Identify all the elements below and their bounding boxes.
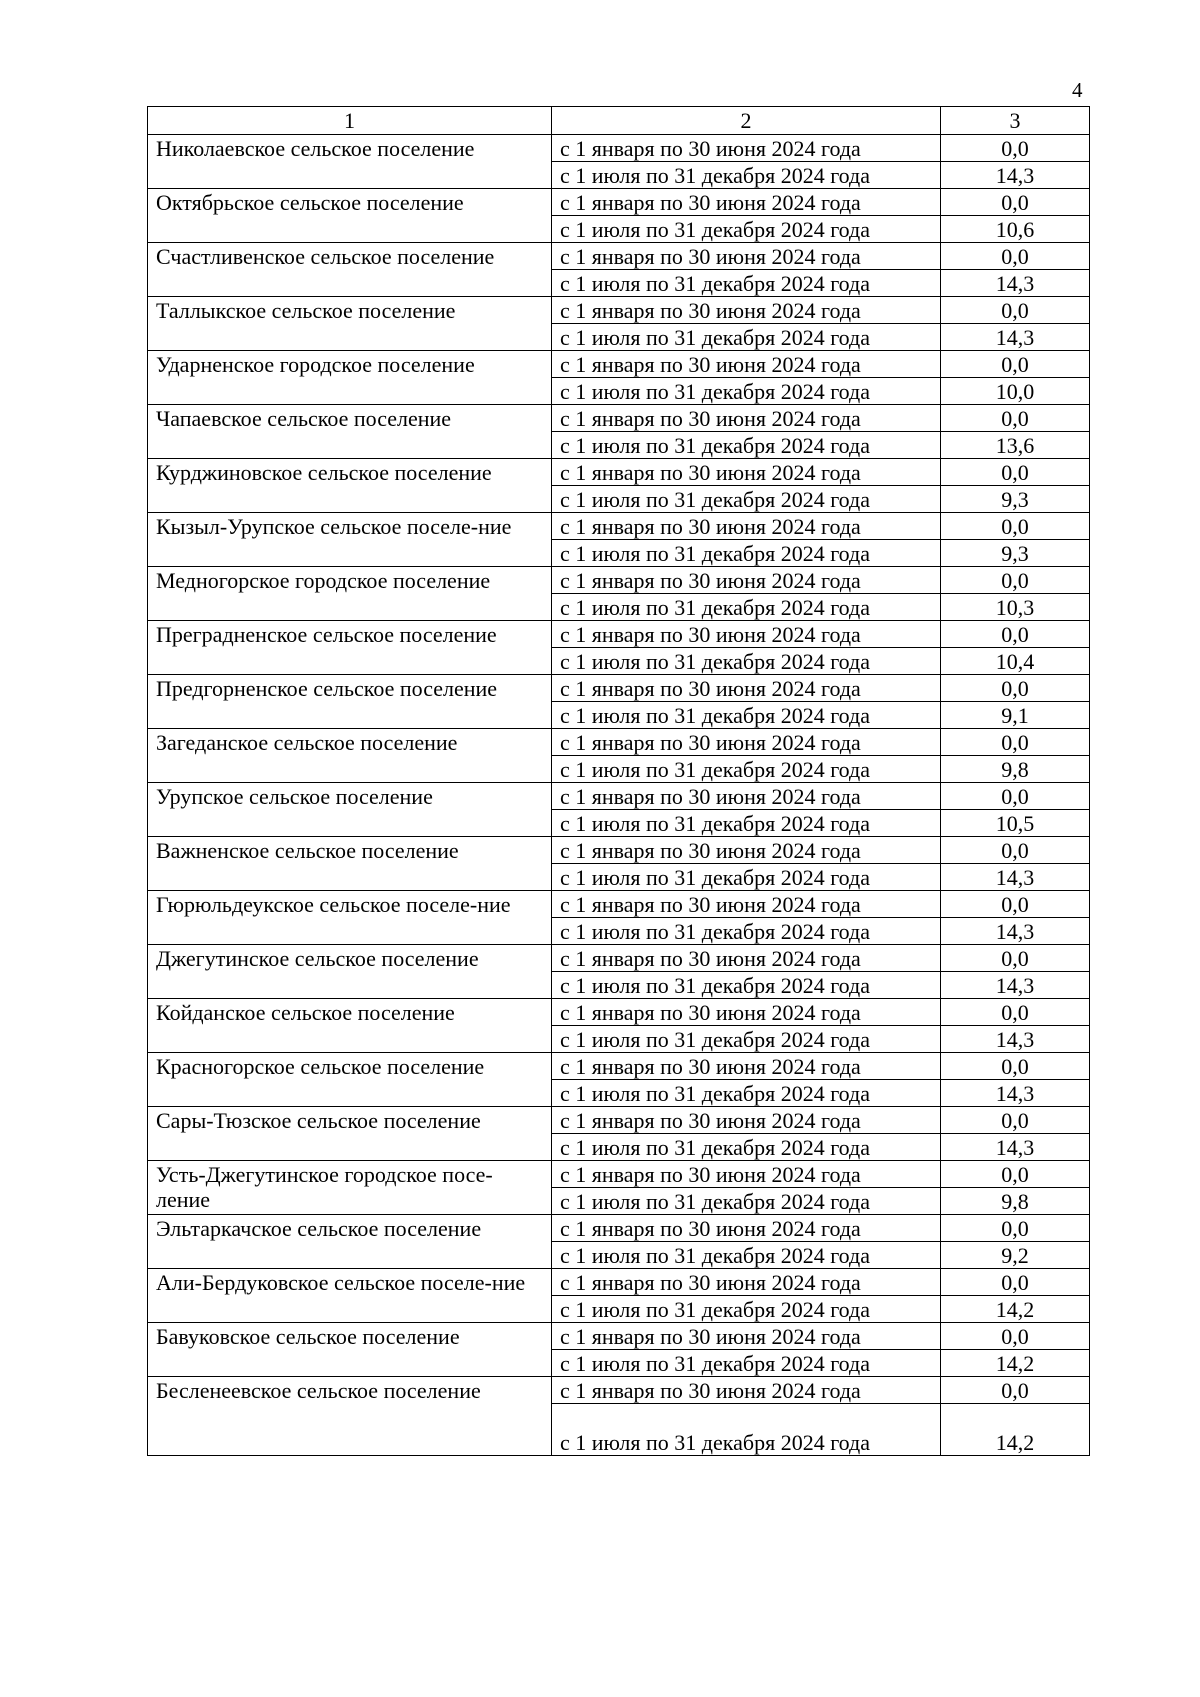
period-first-half: с 1 января по 30 июня 2024 года	[552, 1215, 941, 1242]
value-first-half: 0,0	[941, 1269, 1090, 1296]
period-first-half: с 1 января по 30 июня 2024 года	[552, 351, 941, 378]
header-row	[148, 107, 1090, 135]
value-second-half: 10,3	[941, 594, 1090, 621]
period-first-half: с 1 января по 30 июня 2024 года	[552, 1053, 941, 1080]
value-first-half: 0,0	[941, 1161, 1090, 1188]
period-second-half: с 1 июля по 31 декабря 2024 года	[552, 162, 941, 189]
value-second-half: 10,6	[941, 216, 1090, 243]
table-row	[148, 567, 1090, 594]
table-row	[148, 1269, 1090, 1296]
settlement-name: Джегутинское сельское поселение	[148, 945, 552, 999]
value-first-half: 0,0	[941, 189, 1090, 216]
period-second-half: с 1 июля по 31 декабря 2024 года	[552, 324, 941, 351]
value-first-half: 0,0	[941, 243, 1090, 270]
value-second-half: 9,8	[941, 1188, 1090, 1215]
period-second-half: с 1 июля по 31 декабря 2024 года	[552, 702, 941, 729]
period-second-half: с 1 июля по 31 декабря 2024 года	[552, 1296, 941, 1323]
table-row	[148, 837, 1090, 864]
value-second-half: 9,8	[941, 756, 1090, 783]
period-first-half: с 1 января по 30 июня 2024 года	[552, 405, 941, 432]
table-row	[148, 729, 1090, 756]
value-first-half: 0,0	[941, 1377, 1090, 1404]
value-second-half: 14,3	[941, 918, 1090, 945]
settlement-name: Сары-Тюзское сельское поселение	[148, 1107, 552, 1161]
value-first-half: 0,0	[941, 567, 1090, 594]
period-first-half: с 1 января по 30 июня 2024 года	[552, 945, 941, 972]
table-row	[148, 189, 1090, 216]
settlement-name: Курджиновское сельское поселение	[148, 459, 552, 513]
table-row	[148, 783, 1090, 810]
table-row	[148, 1323, 1090, 1350]
settlement-name: Койданское сельское поселение	[148, 999, 552, 1053]
table-row	[148, 351, 1090, 378]
settlement-name: Октябрьское сельское поселение	[148, 189, 552, 243]
period-first-half: с 1 января по 30 июня 2024 года	[552, 729, 941, 756]
table-row	[148, 243, 1090, 270]
table-row	[148, 1161, 1090, 1188]
value-first-half: 0,0	[941, 621, 1090, 648]
period-second-half: с 1 июля по 31 декабря 2024 года	[552, 594, 941, 621]
table-row	[148, 1107, 1090, 1134]
value-second-half: 14,2	[941, 1404, 1090, 1456]
value-first-half: 0,0	[941, 999, 1090, 1026]
period-second-half: с 1 июля по 31 декабря 2024 года	[552, 1080, 941, 1107]
period-second-half: с 1 июля по 31 декабря 2024 года	[552, 486, 941, 513]
settlement-name: Счастливенское сельское поселение	[148, 243, 552, 297]
period-first-half: с 1 января по 30 июня 2024 года	[552, 999, 941, 1026]
period-second-half: с 1 июля по 31 декабря 2024 года	[552, 864, 941, 891]
period-second-half: с 1 июля по 31 декабря 2024 года	[552, 810, 941, 837]
period-second-half: с 1 июля по 31 декабря 2024 года	[552, 1242, 941, 1269]
settlement-name: Бавуковское сельское поселение	[148, 1323, 552, 1377]
value-first-half: 0,0	[941, 351, 1090, 378]
period-second-half: с 1 июля по 31 декабря 2024 года	[552, 540, 941, 567]
period-first-half: с 1 января по 30 июня 2024 года	[552, 891, 941, 918]
table-row	[148, 1377, 1090, 1404]
period-first-half: с 1 января по 30 июня 2024 года	[552, 1107, 941, 1134]
value-second-half: 14,3	[941, 972, 1090, 999]
table-row	[148, 135, 1090, 162]
value-first-half: 0,0	[941, 1323, 1090, 1350]
table-row	[148, 945, 1090, 972]
settlement-name: Медногорское городское поселение	[148, 567, 552, 621]
period-second-half: с 1 июля по 31 декабря 2024 года	[552, 1188, 941, 1215]
value-second-half: 10,4	[941, 648, 1090, 675]
value-first-half: 0,0	[941, 1215, 1090, 1242]
settlement-name: Али-Бердуковское сельское поселе-ние	[148, 1269, 552, 1323]
value-second-half: 13,6	[941, 432, 1090, 459]
value-second-half: 14,3	[941, 1134, 1090, 1161]
value-second-half: 14,3	[941, 1026, 1090, 1053]
period-second-half: с 1 июля по 31 декабря 2024 года	[552, 918, 941, 945]
settlement-name: Красногорское сельское поселение	[148, 1053, 552, 1107]
table-row	[148, 513, 1090, 540]
value-second-half: 14,3	[941, 1080, 1090, 1107]
period-second-half: с 1 июля по 31 декабря 2024 года	[552, 1404, 941, 1456]
period-first-half: с 1 января по 30 июня 2024 года	[552, 1377, 941, 1404]
period-first-half: с 1 января по 30 июня 2024 года	[552, 135, 941, 162]
period-second-half: с 1 июля по 31 декабря 2024 года	[552, 972, 941, 999]
table-row	[148, 891, 1090, 918]
period-second-half: с 1 июля по 31 декабря 2024 года	[552, 1350, 941, 1377]
value-second-half: 9,2	[941, 1242, 1090, 1269]
value-first-half: 0,0	[941, 783, 1090, 810]
settlement-name: Николаевское сельское поселение	[148, 135, 552, 189]
table-row	[148, 405, 1090, 432]
period-first-half: с 1 января по 30 июня 2024 года	[552, 567, 941, 594]
value-second-half: 14,3	[941, 864, 1090, 891]
settlement-name: Усть-Джегутинское городское посе-ление	[148, 1161, 552, 1215]
value-first-half: 0,0	[941, 891, 1090, 918]
settlement-name: Загеданское сельское поселение	[148, 729, 552, 783]
period-second-half: с 1 июля по 31 декабря 2024 года	[552, 756, 941, 783]
value-first-half: 0,0	[941, 1053, 1090, 1080]
period-first-half: с 1 января по 30 июня 2024 года	[552, 243, 941, 270]
period-second-half: с 1 июля по 31 декабря 2024 года	[552, 216, 941, 243]
table-row	[148, 297, 1090, 324]
period-first-half: с 1 января по 30 июня 2024 года	[552, 513, 941, 540]
settlement-name: Ударненское городское поселение	[148, 351, 552, 405]
value-first-half: 0,0	[941, 729, 1090, 756]
table-row	[148, 621, 1090, 648]
value-first-half: 0,0	[941, 405, 1090, 432]
column-header-2: 2	[552, 107, 941, 135]
table-row	[148, 1215, 1090, 1242]
settlement-name: Таллыкское сельское поселение	[148, 297, 552, 351]
period-first-half: с 1 января по 30 июня 2024 года	[552, 1323, 941, 1350]
value-second-half: 14,3	[941, 162, 1090, 189]
value-second-half: 14,3	[941, 270, 1090, 297]
value-second-half: 9,3	[941, 486, 1090, 513]
value-second-half: 10,0	[941, 378, 1090, 405]
value-second-half: 14,2	[941, 1350, 1090, 1377]
period-first-half: с 1 января по 30 июня 2024 года	[552, 621, 941, 648]
value-first-half: 0,0	[941, 513, 1090, 540]
period-second-half: с 1 июля по 31 декабря 2024 года	[552, 378, 941, 405]
value-first-half: 0,0	[941, 837, 1090, 864]
settlement-name: Гюрюльдеукское сельское поселе-ние	[148, 891, 552, 945]
settlement-name: Чапаевское сельское поселение	[148, 405, 552, 459]
period-second-half: с 1 июля по 31 декабря 2024 года	[552, 270, 941, 297]
period-second-half: с 1 июля по 31 декабря 2024 года	[552, 432, 941, 459]
value-second-half: 14,2	[941, 1296, 1090, 1323]
settlement-name: Бесленеевское сельское поселение	[148, 1377, 552, 1456]
value-first-half: 0,0	[941, 945, 1090, 972]
table-row	[148, 999, 1090, 1026]
value-first-half: 0,0	[941, 459, 1090, 486]
period-second-half: с 1 июля по 31 декабря 2024 года	[552, 1026, 941, 1053]
value-second-half: 9,1	[941, 702, 1090, 729]
period-second-half: с 1 июля по 31 декабря 2024 года	[552, 648, 941, 675]
value-second-half: 10,5	[941, 810, 1090, 837]
settlement-name: Важненское сельское поселение	[148, 837, 552, 891]
column-header-3: 3	[941, 107, 1090, 135]
settlement-name: Эльтаркачское сельское поселение	[148, 1215, 552, 1269]
table-row	[148, 675, 1090, 702]
value-first-half: 0,0	[941, 297, 1090, 324]
value-second-half: 14,3	[941, 324, 1090, 351]
table-row	[148, 459, 1090, 486]
column-header-1: 1	[148, 107, 552, 135]
settlement-name: Кызыл-Урупское сельское поселе-ние	[148, 513, 552, 567]
value-first-half: 0,0	[941, 1107, 1090, 1134]
table-row	[148, 1053, 1090, 1080]
period-first-half: с 1 января по 30 июня 2024 года	[552, 783, 941, 810]
settlement-name: Предгорненское сельское поселение	[148, 675, 552, 729]
period-first-half: с 1 января по 30 июня 2024 года	[552, 837, 941, 864]
value-second-half: 9,3	[941, 540, 1090, 567]
period-first-half: с 1 января по 30 июня 2024 года	[552, 1269, 941, 1296]
period-first-half: с 1 января по 30 июня 2024 года	[552, 675, 941, 702]
value-first-half: 0,0	[941, 675, 1090, 702]
page-number: 4	[1072, 78, 1083, 102]
settlement-name: Преградненское сельское поселение	[148, 621, 552, 675]
settlement-name: Урупское сельское поселение	[148, 783, 552, 837]
table-body	[148, 135, 1090, 1456]
period-first-half: с 1 января по 30 июня 2024 года	[552, 1161, 941, 1188]
settlement-rates-table	[147, 106, 1090, 1456]
value-first-half: 0,0	[941, 135, 1090, 162]
period-second-half: с 1 июля по 31 декабря 2024 года	[552, 1134, 941, 1161]
period-first-half: с 1 января по 30 июня 2024 года	[552, 189, 941, 216]
period-first-half: с 1 января по 30 июня 2024 года	[552, 459, 941, 486]
period-first-half: с 1 января по 30 июня 2024 года	[552, 297, 941, 324]
